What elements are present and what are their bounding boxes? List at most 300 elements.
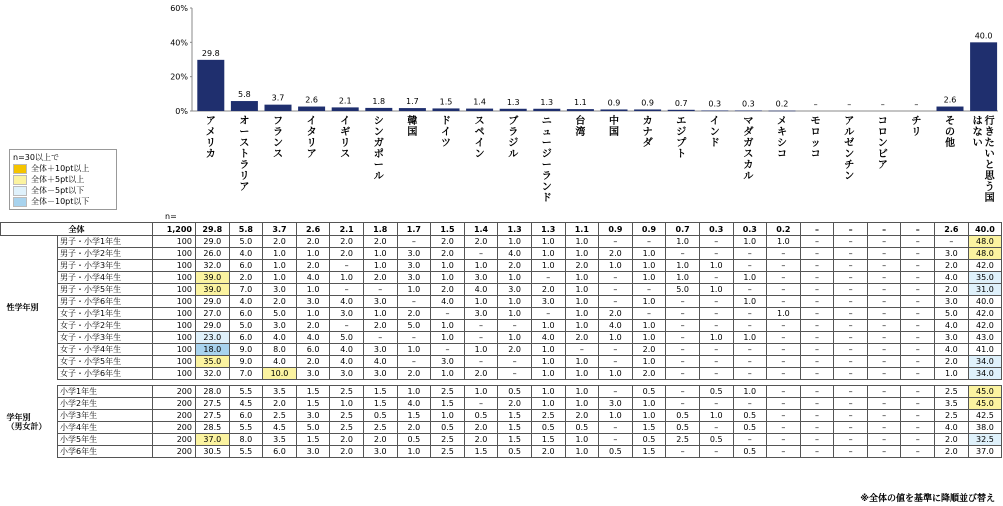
- value-cell: 1.0: [397, 344, 431, 356]
- bar-value-label: 0.9: [641, 98, 654, 108]
- bar: [466, 109, 493, 111]
- value-cell: 1.0: [632, 272, 666, 284]
- value-cell: 1.0: [565, 236, 599, 248]
- value-cell: 7.0: [229, 284, 263, 296]
- value-cell: 34.0: [968, 356, 1002, 368]
- value-cell: –: [901, 386, 935, 398]
- category-label: フ ラ ン ス: [273, 116, 283, 160]
- value-cell: –: [901, 223, 935, 236]
- category-label: ア ル ゼ ン チ ン: [844, 116, 855, 182]
- value-cell: 1.3: [531, 223, 565, 236]
- value-cell: 1.0: [632, 260, 666, 272]
- row-label: 男子・小学2年生: [58, 248, 153, 260]
- value-cell: –: [834, 446, 868, 458]
- value-cell: 4.0: [464, 284, 498, 296]
- value-cell: –: [834, 296, 868, 308]
- value-cell: –: [666, 332, 700, 344]
- value-cell: 34.0: [968, 368, 1002, 380]
- value-cell: –: [599, 422, 633, 434]
- value-cell: 42.5: [968, 410, 1002, 422]
- table-row: [1, 284, 1002, 296]
- value-cell: 0.5: [632, 386, 666, 398]
- bar-value-label: 40.0: [974, 31, 993, 41]
- table-row-total: [1, 223, 1002, 236]
- value-cell: 2.0: [464, 236, 498, 248]
- value-cell: 1.0: [565, 446, 599, 458]
- value-cell: 2.0: [263, 236, 297, 248]
- value-cell: –: [767, 434, 801, 446]
- value-cell: 2.5: [935, 410, 969, 422]
- legend-swatch: [13, 197, 27, 207]
- value-cell: –: [834, 332, 868, 344]
- bar-value-label: 5.8: [238, 90, 251, 100]
- value-cell: 1.0: [699, 260, 733, 272]
- value-cell: 2.0: [565, 260, 599, 272]
- table-row: [1, 410, 1002, 422]
- value-cell: –: [498, 320, 532, 332]
- value-cell: –: [867, 260, 901, 272]
- value-cell: –: [901, 446, 935, 458]
- value-cell: –: [867, 223, 901, 236]
- value-cell: 8.0: [263, 344, 297, 356]
- row-label: 男子・小学5年生: [58, 284, 153, 296]
- value-cell: –: [867, 308, 901, 320]
- value-cell: 26.0: [196, 248, 230, 260]
- bar-value-label: 1.7: [406, 97, 419, 107]
- value-cell: 1.0: [464, 344, 498, 356]
- table-row: [1, 434, 1002, 446]
- value-cell: 1.0: [263, 260, 297, 272]
- value-cell: –: [666, 248, 700, 260]
- value-cell: 5.0: [935, 308, 969, 320]
- value-cell: 0.5: [431, 422, 465, 434]
- value-cell: –: [867, 248, 901, 260]
- value-cell: 2.0: [431, 248, 465, 260]
- bar: [365, 108, 392, 111]
- value-cell: 4.0: [431, 296, 465, 308]
- bar-value-label: 1.5: [439, 97, 453, 107]
- legend-label: 全体＋10pt以上: [31, 164, 90, 173]
- value-cell: 5.0: [296, 422, 330, 434]
- value-cell: –: [800, 344, 834, 356]
- value-cell: –: [498, 356, 532, 368]
- value-cell: 1.5: [498, 422, 532, 434]
- bar-value-label: –: [847, 100, 852, 109]
- row-label: 女子・小学6年生: [58, 368, 153, 380]
- value-cell: 4.0: [935, 272, 969, 284]
- value-cell: 1.0: [632, 398, 666, 410]
- n-cell: 100: [153, 260, 196, 272]
- value-cell: 2.0: [330, 434, 364, 446]
- value-cell: –: [599, 434, 633, 446]
- value-cell: 3.0: [263, 284, 297, 296]
- value-cell: 42.0: [968, 320, 1002, 332]
- row-label: 小学3年生: [58, 410, 153, 422]
- n-cell: 200: [153, 422, 196, 434]
- value-cell: 1.5: [531, 434, 565, 446]
- group-label-text: 学年別: [6, 412, 31, 422]
- value-cell: –: [397, 236, 431, 248]
- value-cell: –: [666, 320, 700, 332]
- value-cell: –: [767, 332, 801, 344]
- value-cell: 1.5: [363, 398, 397, 410]
- n-cell: 200: [153, 398, 196, 410]
- row-label: 小学4年生: [58, 422, 153, 434]
- value-cell: –: [901, 320, 935, 332]
- value-cell: 2.0: [935, 434, 969, 446]
- value-cell: 2.0: [632, 344, 666, 356]
- value-cell: 1.0: [397, 386, 431, 398]
- value-cell: –: [901, 422, 935, 434]
- value-cell: 1.0: [363, 308, 397, 320]
- value-cell: –: [599, 386, 633, 398]
- value-cell: –: [867, 272, 901, 284]
- value-cell: 30.5: [196, 446, 230, 458]
- value-cell: 45.0: [968, 398, 1002, 410]
- value-cell: –: [565, 344, 599, 356]
- crosstab-table: [0, 222, 1002, 458]
- value-cell: 6.0: [263, 446, 297, 458]
- table-row: [1, 272, 1002, 284]
- value-cell: 1.0: [733, 386, 767, 398]
- value-cell: 4.0: [296, 332, 330, 344]
- value-cell: 0.5: [565, 422, 599, 434]
- value-cell: 27.5: [196, 410, 230, 422]
- row-label: 女子・小学1年生: [58, 308, 153, 320]
- table-row: [1, 320, 1002, 332]
- value-cell: –: [699, 248, 733, 260]
- value-cell: 2.0: [599, 308, 633, 320]
- value-cell: 1.0: [599, 332, 633, 344]
- value-cell: –: [800, 320, 834, 332]
- value-cell: 1.0: [464, 260, 498, 272]
- value-cell: –: [498, 368, 532, 380]
- value-cell: 3.0: [464, 272, 498, 284]
- value-cell: 4.0: [498, 248, 532, 260]
- n-cell: 200: [153, 446, 196, 458]
- category-label: 台 湾: [575, 116, 586, 138]
- value-cell: –: [901, 308, 935, 320]
- row-label: 小学2年生: [58, 398, 153, 410]
- value-cell: 35.0: [968, 272, 1002, 284]
- value-cell: 0.5: [498, 446, 532, 458]
- value-cell: –: [800, 236, 834, 248]
- value-cell: 2.0: [296, 260, 330, 272]
- value-cell: 43.0: [968, 332, 1002, 344]
- value-cell: 2.5: [330, 422, 364, 434]
- value-cell: 2.0: [431, 236, 465, 248]
- highlight-legend: [9, 149, 117, 210]
- value-cell: –: [901, 356, 935, 368]
- value-cell: 0.7: [666, 223, 700, 236]
- value-cell: 3.5: [263, 386, 297, 398]
- category-label: マ ダ ガ ス カ ル: [743, 116, 754, 182]
- value-cell: 1.0: [632, 320, 666, 332]
- value-cell: 9.0: [229, 356, 263, 368]
- value-cell: 1.0: [531, 356, 565, 368]
- n-cell: 100: [153, 236, 196, 248]
- value-cell: 37.0: [968, 446, 1002, 458]
- value-cell: 5.5: [229, 386, 263, 398]
- value-cell: –: [699, 356, 733, 368]
- value-cell: 0.3: [699, 223, 733, 236]
- value-cell: 2.5: [330, 386, 364, 398]
- table-row: [1, 248, 1002, 260]
- value-cell: –: [767, 320, 801, 332]
- value-cell: –: [834, 410, 868, 422]
- value-cell: 1.0: [699, 332, 733, 344]
- value-cell: –: [464, 356, 498, 368]
- value-cell: –: [867, 356, 901, 368]
- value-cell: –: [901, 332, 935, 344]
- category-label: そ の 他: [945, 116, 955, 149]
- value-cell: 6.0: [229, 410, 263, 422]
- value-cell: 0.5: [464, 410, 498, 422]
- value-cell: 1.0: [397, 284, 431, 296]
- value-cell: 0.5: [599, 446, 633, 458]
- value-cell: –: [800, 248, 834, 260]
- value-cell: –: [901, 410, 935, 422]
- value-cell: –: [733, 398, 767, 410]
- n-cell: 100: [153, 308, 196, 320]
- value-cell: 3.0: [397, 260, 431, 272]
- value-cell: 2.0: [363, 320, 397, 332]
- value-cell: 3.0: [935, 332, 969, 344]
- value-cell: 1.0: [263, 272, 297, 284]
- value-cell: –: [834, 308, 868, 320]
- value-cell: 1.0: [599, 260, 633, 272]
- value-cell: 2.0: [632, 368, 666, 380]
- n-cell: 200: [153, 410, 196, 422]
- value-cell: 3.0: [498, 284, 532, 296]
- bar-value-label: –: [914, 100, 919, 109]
- value-cell: –: [867, 236, 901, 248]
- value-cell: 42.0: [968, 260, 1002, 272]
- value-cell: 1.0: [464, 296, 498, 308]
- value-cell: –: [800, 332, 834, 344]
- value-cell: 4.0: [330, 296, 364, 308]
- value-cell: 1.0: [531, 248, 565, 260]
- row-label: 小学1年生: [58, 386, 153, 398]
- bar: [769, 111, 796, 112]
- value-cell: 3.0: [330, 308, 364, 320]
- value-cell: –: [901, 434, 935, 446]
- value-cell: –: [330, 260, 364, 272]
- bar-value-label: 2.6: [305, 95, 318, 105]
- value-cell: 27.5: [196, 398, 230, 410]
- bar: [332, 107, 359, 111]
- value-cell: –: [800, 434, 834, 446]
- value-cell: 2.0: [531, 284, 565, 296]
- value-cell: 1.8: [363, 223, 397, 236]
- value-cell: 3.0: [330, 368, 364, 380]
- value-cell: 1.0: [767, 308, 801, 320]
- value-cell: 1.0: [632, 332, 666, 344]
- value-cell: 5.0: [229, 320, 263, 332]
- value-cell: 2.0: [263, 398, 297, 410]
- value-cell: 1.0: [632, 296, 666, 308]
- value-cell: –: [800, 296, 834, 308]
- value-cell: –: [767, 272, 801, 284]
- value-cell: 2.0: [363, 236, 397, 248]
- value-cell: 9.0: [229, 344, 263, 356]
- category-label: ス ペ イ ン: [474, 116, 485, 160]
- value-cell: 1.0: [498, 236, 532, 248]
- value-cell: –: [867, 332, 901, 344]
- value-cell: –: [666, 356, 700, 368]
- bar-value-label: 29.8: [201, 48, 220, 58]
- value-cell: 2.0: [397, 368, 431, 380]
- value-cell: –: [733, 434, 767, 446]
- value-cell: 3.0: [363, 446, 397, 458]
- y-tick-label: 40%: [170, 38, 188, 48]
- value-cell: –: [834, 398, 868, 410]
- value-cell: 1.0: [431, 260, 465, 272]
- value-cell: 1.0: [531, 236, 565, 248]
- n-cell: 1,200: [153, 223, 196, 236]
- value-cell: –: [867, 368, 901, 380]
- value-cell: 1.0: [699, 410, 733, 422]
- value-cell: 2.0: [599, 248, 633, 260]
- value-cell: –: [699, 236, 733, 248]
- value-cell: 0.5: [733, 410, 767, 422]
- value-cell: 1.0: [531, 344, 565, 356]
- value-cell: 2.0: [229, 272, 263, 284]
- value-cell: 2.0: [464, 422, 498, 434]
- value-cell: 0.5: [666, 410, 700, 422]
- bar: [735, 110, 762, 111]
- value-cell: 2.0: [498, 398, 532, 410]
- value-cell: 2.0: [363, 434, 397, 446]
- value-cell: 4.0: [229, 296, 263, 308]
- value-cell: 3.0: [263, 320, 297, 332]
- value-cell: –: [699, 320, 733, 332]
- value-cell: 1.5: [296, 386, 330, 398]
- value-cell: 1.5: [632, 422, 666, 434]
- value-cell: –: [901, 296, 935, 308]
- value-cell: –: [632, 284, 666, 296]
- legend-swatch: [13, 164, 27, 174]
- value-cell: –: [767, 398, 801, 410]
- value-cell: 5.8: [229, 223, 263, 236]
- value-cell: 1.0: [498, 332, 532, 344]
- value-cell: 1.0: [632, 356, 666, 368]
- value-cell: –: [699, 272, 733, 284]
- value-cell: 4.0: [263, 356, 297, 368]
- value-cell: 0.5: [699, 386, 733, 398]
- value-cell: 1.0: [431, 410, 465, 422]
- value-cell: –: [733, 248, 767, 260]
- value-cell: 38.0: [968, 422, 1002, 434]
- value-cell: 0.5: [397, 434, 431, 446]
- table-row: [1, 422, 1002, 434]
- n-cell: 100: [153, 356, 196, 368]
- bar: [970, 42, 997, 111]
- bar: [399, 108, 426, 111]
- value-cell: –: [599, 272, 633, 284]
- value-cell: –: [834, 434, 868, 446]
- value-cell: –: [834, 368, 868, 380]
- value-cell: 1.5: [498, 434, 532, 446]
- value-cell: –: [834, 272, 868, 284]
- category-label: 韓 国: [407, 116, 418, 138]
- value-cell: 3.0: [464, 308, 498, 320]
- bar-value-label: –: [880, 100, 885, 109]
- value-cell: 1.7: [397, 223, 431, 236]
- value-cell: 6.0: [296, 344, 330, 356]
- bar: [567, 109, 594, 111]
- value-cell: 2.5: [935, 386, 969, 398]
- value-cell: –: [767, 368, 801, 380]
- value-cell: –: [699, 398, 733, 410]
- bar: [265, 105, 292, 111]
- value-cell: 39.0: [196, 272, 230, 284]
- value-cell: –: [599, 296, 633, 308]
- legend-swatch: [13, 186, 27, 196]
- value-cell: –: [363, 332, 397, 344]
- bar-value-label: 0.2: [775, 99, 789, 109]
- legend-label: 全体－10pt以下: [31, 197, 90, 206]
- value-cell: –: [733, 320, 767, 332]
- value-cell: 1.0: [632, 248, 666, 260]
- value-cell: –: [834, 236, 868, 248]
- value-cell: 1.0: [565, 434, 599, 446]
- group-label-text: 性学年別: [6, 303, 39, 313]
- bar-value-label: 1.3: [540, 97, 554, 107]
- value-cell: –: [800, 260, 834, 272]
- value-cell: 2.5: [263, 410, 297, 422]
- value-cell: 48.0: [968, 248, 1002, 260]
- value-cell: 3.0: [935, 296, 969, 308]
- value-cell: 1.0: [531, 260, 565, 272]
- value-cell: –: [666, 446, 700, 458]
- category-label: メ キ シ コ: [777, 116, 787, 160]
- value-cell: –: [733, 356, 767, 368]
- row-label: 小学5年生: [58, 434, 153, 446]
- value-cell: 2.0: [431, 284, 465, 296]
- value-cell: –: [901, 344, 935, 356]
- bar-chart: [0, 0, 1003, 130]
- table-row: [1, 398, 1002, 410]
- value-cell: 4.0: [296, 272, 330, 284]
- value-cell: 8.0: [229, 434, 263, 446]
- value-cell: –: [800, 284, 834, 296]
- value-cell: –: [767, 260, 801, 272]
- value-cell: –: [699, 368, 733, 380]
- value-cell: –: [666, 386, 700, 398]
- value-cell: 23.0: [196, 332, 230, 344]
- value-cell: 2.0: [935, 284, 969, 296]
- value-cell: –: [800, 398, 834, 410]
- value-cell: 48.0: [968, 236, 1002, 248]
- value-cell: 2.0: [296, 356, 330, 368]
- value-cell: 1.0: [464, 386, 498, 398]
- bar: [433, 108, 460, 111]
- row-label: 女子・小学3年生: [58, 332, 153, 344]
- value-cell: 37.0: [196, 434, 230, 446]
- value-cell: –: [800, 356, 834, 368]
- category-label: カ ナ ダ: [642, 116, 653, 149]
- category-label: モ ロ ッ コ: [810, 116, 821, 160]
- row-label: 全体: [1, 223, 153, 236]
- value-cell: 29.0: [196, 296, 230, 308]
- value-cell: 2.5: [431, 386, 465, 398]
- value-cell: 2.1: [330, 223, 364, 236]
- value-cell: 2.0: [296, 236, 330, 248]
- value-cell: 3.0: [296, 410, 330, 422]
- value-cell: –: [699, 446, 733, 458]
- value-cell: –: [867, 434, 901, 446]
